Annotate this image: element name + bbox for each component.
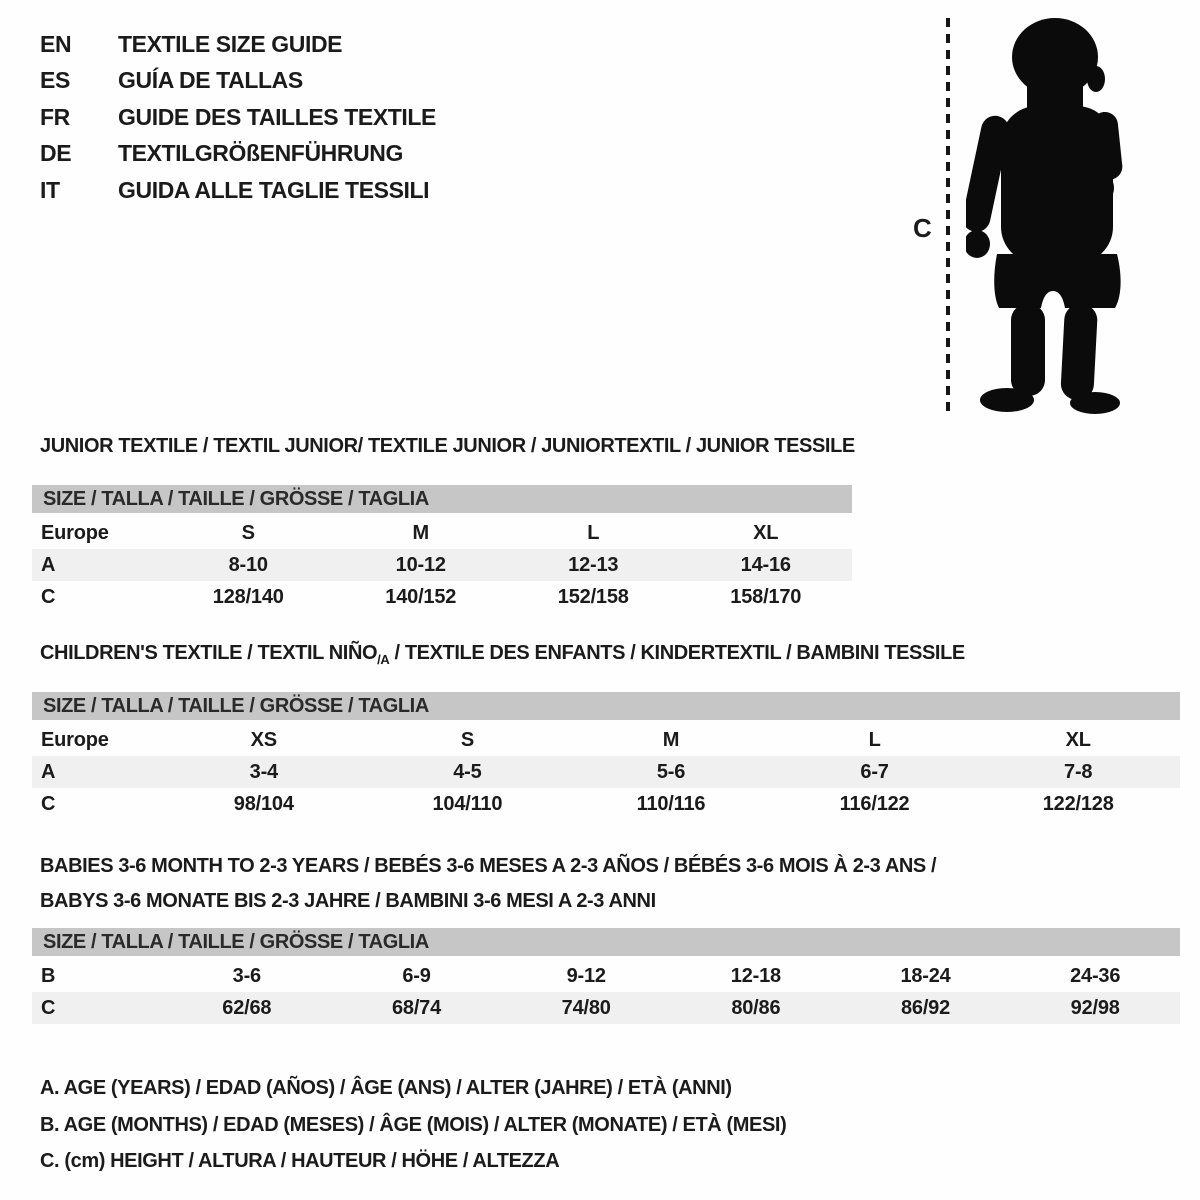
- junior-section-title: JUNIOR TEXTILE / TEXTIL JUNIOR/ TEXTILE JUNIOR / JUNIORTEXTIL / JUNIOR TESSILE: [40, 435, 855, 457]
- size-header-bar: [32, 485, 852, 513]
- height-cell: 110/116: [636, 792, 706, 815]
- children-title-part1: CHILDREN'S TEXTILE / TEXTIL NIÑO: [40, 642, 378, 664]
- legend-line-b: B. AGE (MONTHS) / EDAD (MESES) / ÂGE (MOIS) / ALTER (MONATE) / ETÀ (MESI): [40, 1113, 787, 1136]
- age-cell: 9-12: [566, 964, 606, 987]
- size-header-label: SIZE / TALLA / TAILLE / GRÖSSE / TAGLIA: [43, 487, 429, 510]
- size-cell: M: [412, 521, 429, 544]
- legend-block: [40, 1070, 786, 1180]
- height-cell: 92/98: [1070, 996, 1120, 1019]
- age-cell: 4-5: [453, 760, 482, 783]
- table-row-age-years: [32, 549, 852, 581]
- height-cell: 62/68: [222, 996, 272, 1019]
- height-cell: 128/140: [212, 585, 284, 608]
- size-header-label: SIZE / TALLA / TAILLE / GRÖSSE / TAGLIA: [43, 694, 429, 717]
- age-cell: 3-4: [249, 760, 278, 783]
- height-cell: 122/128: [1042, 792, 1114, 815]
- size-cell: XS: [250, 728, 277, 751]
- babies-title-line1: BABIES 3-6 MONTH TO 2-3 YEARS / BEBÉS 3-6 MESES A 2-3 AÑOS / BÉBÉS 3-6 MOIS À 2-3 ANS /: [40, 855, 937, 877]
- legend-line-c: C. (cm) HEIGHT / ALTURA / HAUTEUR / HÖHE / ALTEZZA: [40, 1150, 560, 1173]
- row-label-cell: B: [41, 964, 56, 987]
- language-row-de: [40, 135, 436, 171]
- row-label-cell: C: [41, 585, 56, 608]
- age-cell: 24-36: [1070, 964, 1121, 987]
- age-cell: 10-12: [395, 553, 446, 576]
- size-cell: L: [587, 521, 600, 544]
- row-label-cell: A: [41, 553, 56, 576]
- age-cell: 5-6: [656, 760, 686, 783]
- size-cell: S: [241, 521, 255, 544]
- height-cell: 152/158: [557, 585, 629, 608]
- age-cell: 14-16: [740, 553, 791, 576]
- children-title-part2: / TEXTILE DES ENFANTS / KINDERTEXTIL / BAMBINI TESSILE: [389, 642, 965, 664]
- height-cell: 80/86: [731, 996, 781, 1019]
- age-cell: 7-8: [1064, 760, 1093, 783]
- age-cell: 12-13: [568, 553, 619, 576]
- language-row-en: [40, 26, 436, 62]
- size-header-label: SIZE / TALLA / TAILLE / GRÖSSE / TAGLIA: [43, 930, 429, 953]
- language-code: EN: [40, 31, 72, 57]
- language-code: IT: [40, 176, 60, 203]
- height-measure-label: C: [913, 213, 932, 243]
- guide-title-fr: GUIDE DES TAILLES TEXTILE: [118, 103, 436, 130]
- age-cell: 8-10: [228, 553, 268, 576]
- row-label-cell: C: [41, 792, 56, 815]
- height-cell: 158/170: [730, 585, 802, 608]
- babies-size-table: [32, 928, 1180, 1024]
- age-cell: 6-7: [860, 760, 889, 783]
- babies-title-line2: BABYS 3-6 MONATE BIS 2-3 JAHRE / BAMBINI 3-6 MESI A 2-3 ANNI: [40, 890, 656, 912]
- size-cell: L: [868, 728, 881, 751]
- height-cell: 86/92: [900, 996, 951, 1019]
- guide-title-es: GUÍA DE TALLAS: [118, 67, 303, 94]
- table-row-age-years: [32, 756, 1180, 788]
- age-cell: 12-18: [730, 964, 781, 987]
- junior-size-table: [32, 485, 852, 613]
- legend-line-a: A. AGE (YEARS) / EDAD (AÑOS) / ÂGE (ANS) / ALTER (JAHRE) / ETÀ (ANNI): [40, 1077, 732, 1099]
- height-measure-dashed-line: [946, 18, 950, 416]
- table-row-europe: [32, 724, 1180, 756]
- age-cell: 3-6: [232, 964, 261, 987]
- language-row-it: [40, 172, 436, 208]
- children-section-title: [40, 642, 965, 671]
- children-size-table: [32, 692, 1180, 820]
- language-code: DE: [40, 140, 72, 167]
- height-cell: 104/110: [432, 792, 503, 815]
- height-cell: 140/152: [385, 585, 457, 608]
- guide-title-de: TEXTILGRÖßENFÜHRUNG: [118, 140, 403, 167]
- table-row-height-cm: [32, 992, 1180, 1024]
- guide-title-it: GUIDA ALLE TAGLIE TESSILI: [118, 176, 430, 203]
- language-row-es: [40, 62, 436, 98]
- size-header-bar: [32, 692, 1180, 720]
- row-label-cell: Europe: [41, 521, 109, 544]
- size-header-bar: [32, 928, 1180, 956]
- table-row-age-months: [32, 960, 1180, 992]
- table-row-height-cm: [32, 788, 1180, 820]
- table-row-height-cm: [32, 581, 852, 613]
- row-label-cell: C: [41, 996, 56, 1019]
- toddler-silhouette-icon: [966, 16, 1136, 416]
- guide-title-en: TEXTILE SIZE GUIDE: [118, 31, 343, 57]
- row-label-cell: A: [41, 760, 56, 783]
- size-cell: XL: [1065, 728, 1091, 751]
- language-title-block: [40, 26, 436, 208]
- size-cell: S: [460, 728, 474, 751]
- age-cell: 6-9: [402, 964, 431, 987]
- size-cell: M: [662, 728, 680, 751]
- babies-section-title: [40, 849, 936, 919]
- age-cell: 18-24: [900, 964, 951, 987]
- row-label-cell: Europe: [41, 728, 109, 751]
- height-cell: 98/104: [233, 792, 294, 815]
- height-cell: 116/122: [839, 792, 910, 815]
- language-row-fr: [40, 99, 436, 135]
- size-cell: XL: [753, 521, 779, 544]
- height-cell: 68/74: [391, 996, 442, 1019]
- table-row-europe: [32, 517, 852, 549]
- children-title-subscript: /A: [377, 652, 390, 667]
- language-code: FR: [40, 103, 70, 130]
- language-code: ES: [40, 67, 70, 94]
- height-cell: 74/80: [561, 996, 611, 1019]
